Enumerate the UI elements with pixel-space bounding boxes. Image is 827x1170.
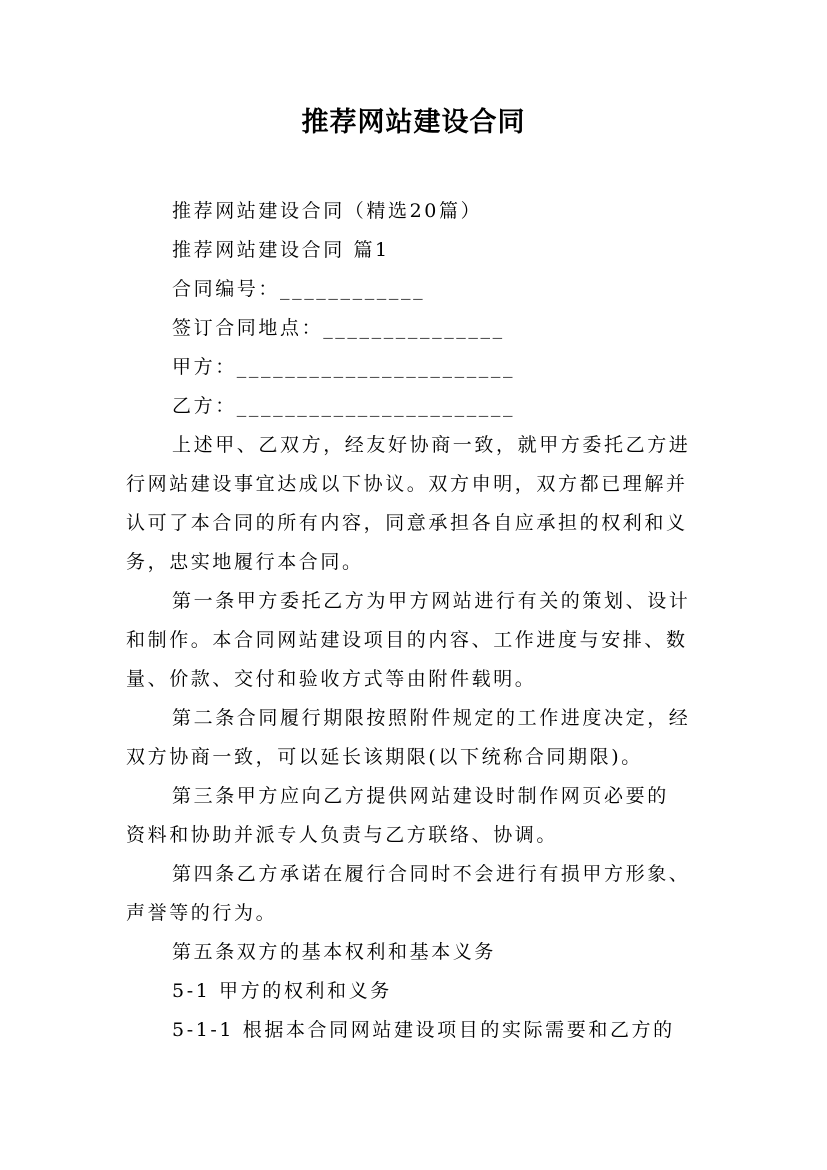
paragraph-line: 第四条乙方承诺在履行合同时不会进行有损甲方形象、 — [172, 863, 691, 885]
subtitle-line: 推荐网站建设合同（精选20篇） — [172, 200, 483, 222]
paragraph-line: 第二条合同履行期限按照附件规定的工作进度决定，经 — [172, 707, 691, 729]
paragraph-line: 务，忠实地履行本合同。 — [126, 551, 364, 573]
paragraph-line: 上述甲、乙双方，经友好协商一致，就甲方委托乙方进 — [172, 434, 691, 456]
paragraph-line: 双方协商一致，可以延长该期限(以下统称合同期限)。 — [126, 746, 643, 768]
paragraph-line: 声誉等的行为。 — [126, 902, 278, 924]
paragraph-line: 和制作。本合同网站建设项目的内容、工作进度与安排、数 — [126, 629, 688, 651]
document-body — [126, 192, 711, 1050]
party-b-field: 乙方：_______________________ — [172, 395, 516, 417]
paragraph-line: 第五条双方的基本权利和基本义务 — [172, 941, 497, 963]
paragraph-line: 5-1-1 根据本合同网站建设项目的实际需要和乙方的 — [172, 1019, 675, 1041]
clause-heading: 5-1 甲方的权利和义务 — [172, 980, 392, 1002]
contract-number-field: 合同编号：____________ — [172, 278, 426, 300]
paragraph-line: 量、价款、交付和验收方式等由附件载明。 — [126, 668, 537, 690]
paragraph-line: 认可了本合同的所有内容，同意承担各自应承担的权利和义 — [126, 512, 688, 534]
section-heading: 推荐网站建设合同 篇1 — [172, 239, 390, 261]
paragraph-line: 行网站建设事宜达成以下协议。双方申明，双方都已理解并 — [126, 473, 688, 495]
document-title: 推荐网站建设合同 — [301, 107, 526, 138]
signing-place-field: 签订合同地点：_______________ — [172, 317, 505, 339]
paragraph-line: 第三条甲方应向乙方提供网站建设时制作网页必要的 — [172, 785, 669, 807]
paragraph-line: 资料和协助并派专人负责与乙方联络、协调。 — [126, 824, 559, 846]
paragraph-line: 第一条甲方委托乙方为甲方网站进行有关的策划、设计 — [172, 590, 691, 612]
party-a-field: 甲方：_______________________ — [172, 356, 516, 378]
